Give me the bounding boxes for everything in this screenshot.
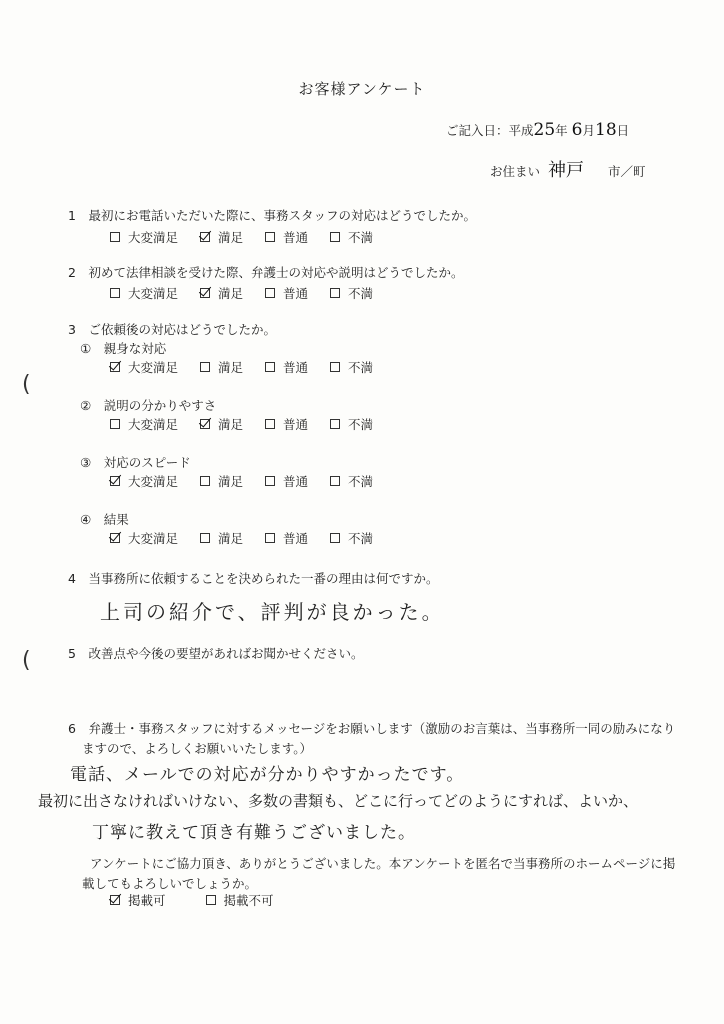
- checkbox[interactable]: [265, 232, 275, 242]
- q3s3-option-1-label: 満足: [218, 474, 244, 489]
- entry-date-day-suffix: 日: [616, 123, 630, 138]
- checkbox-checked[interactable]: [110, 533, 120, 543]
- consent-option-no-publish[interactable]: [206, 891, 274, 909]
- q3s1-option-1[interactable]: [200, 358, 243, 376]
- q2-option-3[interactable]: [330, 284, 373, 302]
- q3s4-option-2-label: 普通: [283, 531, 309, 546]
- entry-date-month-suffix: 月: [582, 123, 595, 138]
- q2-option-0-label: 大変満足: [128, 286, 179, 301]
- residence: [490, 156, 646, 182]
- q3s2-option-1[interactable]: [200, 415, 243, 433]
- q1-option-2[interactable]: [265, 228, 308, 246]
- q1-option-1[interactable]: [200, 228, 243, 246]
- checkbox[interactable]: [265, 288, 275, 298]
- q1-option-3-label: 不満: [348, 230, 374, 245]
- checkbox[interactable]: [200, 533, 210, 543]
- question-4-answer: 上司の紹介で、評判が良かった。: [100, 600, 445, 624]
- question-3-sub-4: ④ 結果: [80, 512, 129, 527]
- question-3-sub-1-options: [110, 358, 395, 376]
- question-6-answer-line-3: 丁寧に教えて頂き有難うございました。: [92, 823, 416, 843]
- question-3-sub-1: ① 親身な対応: [80, 341, 167, 356]
- question-5: 5 改善点や今後の要望があればお聞かせください。: [68, 646, 364, 661]
- checkbox[interactable]: [330, 476, 340, 486]
- checkbox-checked[interactable]: [110, 362, 120, 372]
- q1-option-0[interactable]: [110, 228, 178, 246]
- q3s1-option-0-label: 大変満足: [128, 360, 179, 375]
- checkbox[interactable]: [330, 419, 340, 429]
- consent-line-2: 載してもよろしいでしょうか。: [82, 876, 258, 891]
- q1-option-2-label: 普通: [283, 230, 309, 245]
- entry-date-label: ご記入日：平成: [446, 123, 534, 138]
- q2-option-2[interactable]: [265, 284, 308, 302]
- q3s3-option-3-label: 不満: [348, 474, 374, 489]
- q3s4-option-2[interactable]: [265, 529, 308, 547]
- checkbox[interactable]: [200, 476, 210, 486]
- question-2-options: [110, 284, 395, 302]
- checkbox-checked[interactable]: [200, 288, 210, 298]
- q2-option-0[interactable]: [110, 284, 178, 302]
- question-3-sub-3-options: [110, 472, 395, 490]
- q3s3-option-3[interactable]: [330, 472, 373, 490]
- checkbox-checked[interactable]: [200, 419, 210, 429]
- checkbox[interactable]: [200, 362, 210, 372]
- checkbox[interactable]: [265, 533, 275, 543]
- question-6-answer-line-2: 最初に出さなければいけない、多数の書類も、どこに行ってどのようにすれば、よいか、: [38, 792, 639, 810]
- q3s1-option-3-label: 不満: [348, 360, 374, 375]
- checkbox[interactable]: [110, 419, 120, 429]
- q3s3-option-0-label: 大変満足: [128, 474, 179, 489]
- question-1-options: [110, 228, 395, 246]
- q3s1-option-2[interactable]: [265, 358, 308, 376]
- q3s4-option-1[interactable]: [200, 529, 243, 547]
- checkbox[interactable]: [265, 419, 275, 429]
- entry-date-year-suffix: 年: [555, 123, 568, 138]
- checkbox[interactable]: [206, 895, 216, 905]
- q3s4-option-0-label: 大変満足: [128, 531, 179, 546]
- checkbox[interactable]: [110, 288, 120, 298]
- q3s2-option-3[interactable]: [330, 415, 373, 433]
- q1-option-1-label: 満足: [218, 230, 244, 245]
- consent-option-publish-label: 掲載可: [128, 893, 166, 908]
- consent-option-no-publish-label: 掲載不可: [223, 893, 274, 908]
- consent-option-publish[interactable]: [110, 891, 166, 909]
- checkbox[interactable]: [265, 362, 275, 372]
- q2-option-1[interactable]: [200, 284, 243, 302]
- q3s4-option-3[interactable]: [330, 529, 373, 547]
- question-3-sub-2-options: [110, 415, 395, 433]
- q3s2-option-0[interactable]: [110, 415, 178, 433]
- checkbox[interactable]: [110, 232, 120, 242]
- question-1: 1 最初にお電話いただいた際に、事務スタッフの対応はどうでしたか。: [68, 208, 476, 223]
- q2-option-1-label: 満足: [218, 286, 244, 301]
- q3s2-option-2-label: 普通: [283, 417, 309, 432]
- q1-option-3[interactable]: [330, 228, 373, 246]
- punch-hole-mark: (: [22, 648, 31, 673]
- q3s2-option-3-label: 不満: [348, 417, 374, 432]
- q3s4-option-3-label: 不満: [348, 531, 374, 546]
- q3s1-option-0[interactable]: [110, 358, 178, 376]
- residence-value: 神戸: [548, 160, 584, 181]
- entry-date-year: 25: [533, 120, 556, 140]
- question-3: 3 ご依頼後の対応はどうでしたか。: [68, 322, 276, 337]
- page-title: お客様アンケート: [298, 80, 426, 98]
- q3s2-option-1-label: 満足: [218, 417, 244, 432]
- question-3-sub-4-options: [110, 529, 395, 547]
- question-6-line-2: ますので、よろしくお願いいたします。）: [82, 741, 313, 756]
- q3s1-option-2-label: 普通: [283, 360, 309, 375]
- checkbox-checked[interactable]: [200, 232, 210, 242]
- punch-hole-mark: (: [22, 372, 31, 397]
- q3s2-option-2[interactable]: [265, 415, 308, 433]
- q3s3-option-1[interactable]: [200, 472, 243, 490]
- question-2: 2 初めて法律相談を受けた際、弁護士の対応や説明はどうでしたか。: [68, 265, 464, 280]
- question-6-line-1: 6 弁護士・事務スタッフに対するメッセージをお願いします（激励のお言葉は、当事務所一同の励みになり: [68, 721, 676, 736]
- checkbox-checked[interactable]: [110, 476, 120, 486]
- consent-options: [110, 891, 296, 909]
- q3s2-option-0-label: 大変満足: [128, 417, 179, 432]
- checkbox[interactable]: [330, 533, 340, 543]
- checkbox[interactable]: [265, 476, 275, 486]
- question-3-sub-3: ③ 対応のスピード: [80, 455, 191, 470]
- residence-suffix: 市／町: [607, 164, 646, 179]
- q3s3-option-2[interactable]: [265, 472, 308, 490]
- q3s4-option-0[interactable]: [110, 529, 178, 547]
- question-6-answer-line-1: 電話、メールでの対応が分かりやすかったです。: [70, 765, 465, 785]
- entry-date-month: 6: [571, 120, 583, 140]
- checkbox[interactable]: [330, 288, 340, 298]
- consent-line-1: アンケートにご協力頂き、ありがとうございました。本アンケートを匿名で当事務所のホームページに掲: [90, 856, 676, 871]
- q3s1-option-3[interactable]: [330, 358, 373, 376]
- checkbox-checked[interactable]: [110, 895, 120, 905]
- q3s1-option-1-label: 満足: [218, 360, 244, 375]
- residence-label: お住まい: [490, 164, 541, 179]
- q1-option-0-label: 大変満足: [128, 230, 179, 245]
- checkbox[interactable]: [330, 232, 340, 242]
- q3s4-option-1-label: 満足: [218, 531, 244, 546]
- question-3-sub-2: ② 説明の分かりやすさ: [80, 398, 217, 413]
- checkbox[interactable]: [330, 362, 340, 372]
- question-4: 4 当事務所に依頼することを決められた一番の理由は何ですか。: [68, 571, 439, 586]
- q3s3-option-0[interactable]: [110, 472, 178, 490]
- q3s3-option-2-label: 普通: [283, 474, 309, 489]
- q2-option-3-label: 不満: [348, 286, 374, 301]
- q2-option-2-label: 普通: [283, 286, 309, 301]
- entry-date: [446, 120, 629, 140]
- entry-date-day: 18: [595, 120, 617, 140]
